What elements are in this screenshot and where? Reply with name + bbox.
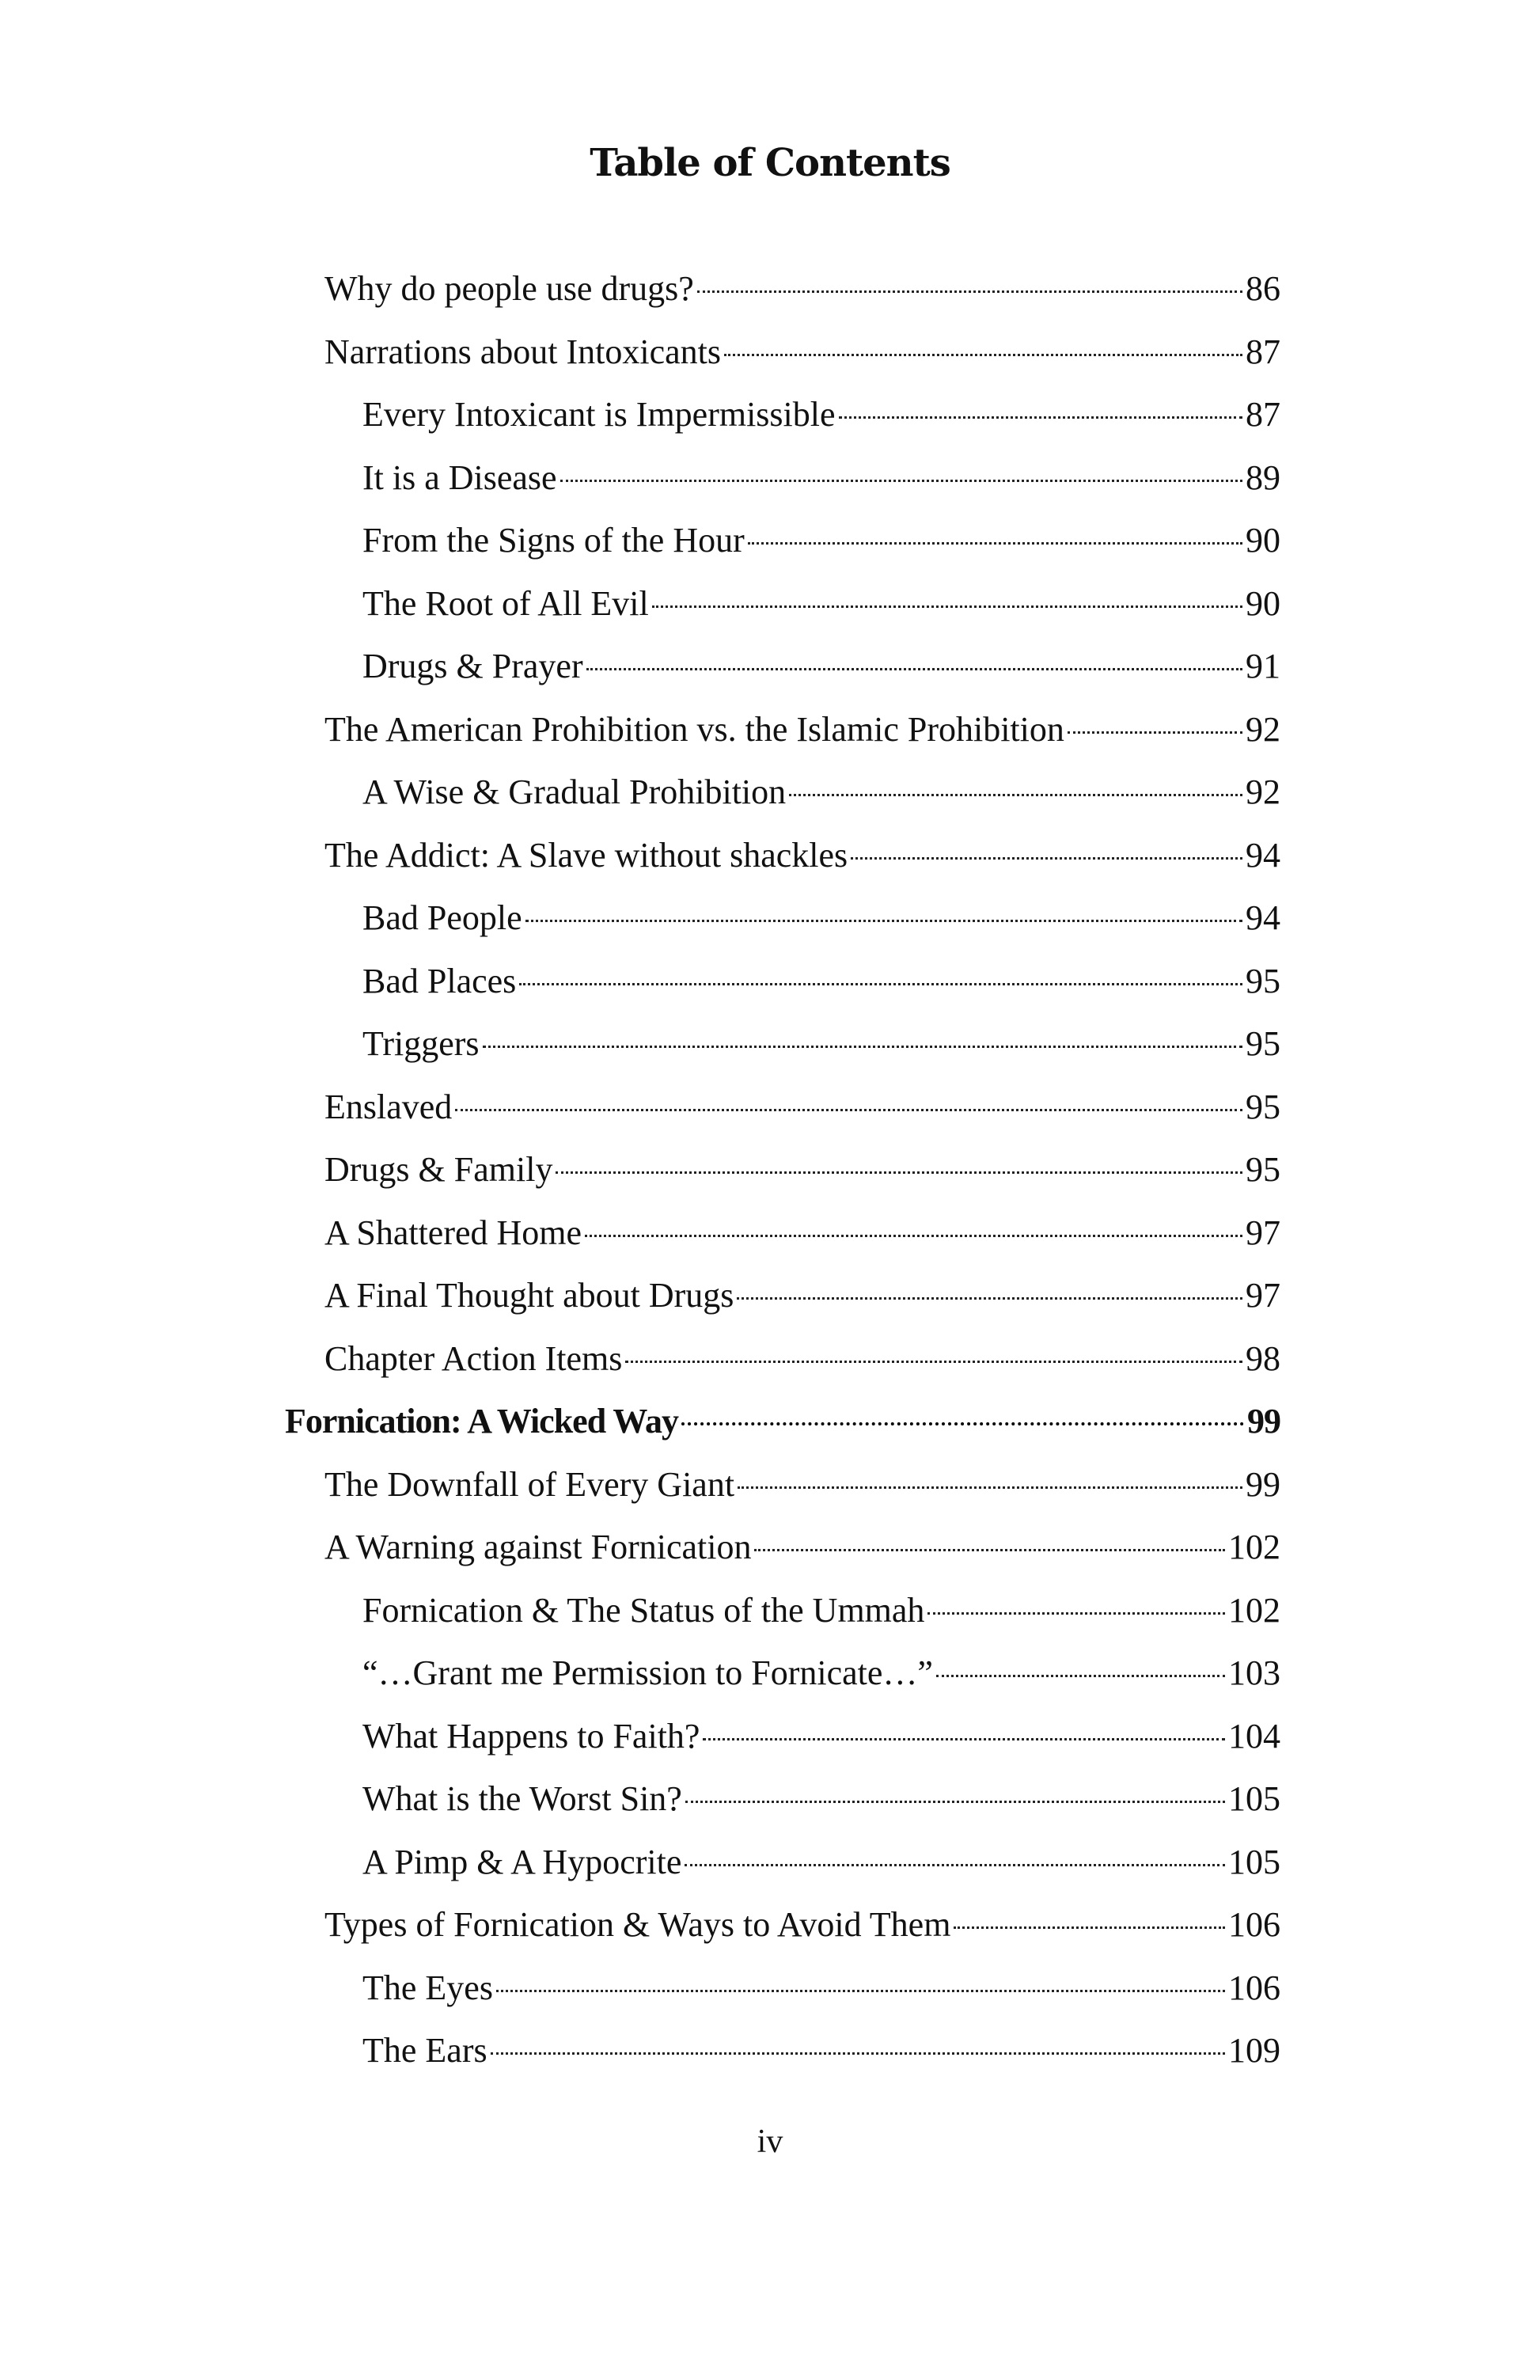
dot-leader [496,1990,1225,1992]
toc-entry[interactable] [324,265,1280,313]
toc-entry-page-number: 99 [1247,1402,1280,1441]
toc-entry-label: The Root of All Evil [362,583,649,623]
page-title: Table of Contents [590,141,950,185]
toc-entry[interactable] [324,706,1280,753]
toc-entry-label: Types of Fornication & Ways to Avoid Them [324,1905,951,1944]
dot-leader [839,416,1242,419]
toc-entry-label: From the Signs of the Hour [362,521,745,560]
toc-entry[interactable] [362,643,1280,690]
toc-entry-page-number: 87 [1246,395,1280,434]
toc-entry[interactable] [362,1713,1280,1760]
dot-leader [738,1486,1242,1489]
toc-entry-label: Triggers [362,1024,480,1063]
dot-leader [491,2052,1225,2055]
toc-entry-label: It is a Disease [362,457,557,497]
toc-entry-label: Enslaved [324,1087,453,1126]
toc-entry-label: Drugs & Family [324,1150,553,1189]
dot-leader [681,1422,1244,1425]
toc-entry-label: The Downfall of Every Giant [324,1464,735,1504]
dot-leader [737,1297,1242,1300]
dot-leader [1068,731,1242,734]
dot-leader [927,1612,1225,1615]
toc-entry[interactable] [362,769,1280,816]
toc-entry-page-number: 94 [1246,898,1280,937]
toc-entry[interactable] [362,580,1280,628]
toc-entry[interactable] [324,1272,1280,1319]
dot-leader [519,983,1242,985]
toc-entry-label: Bad People [362,898,522,937]
toc-entry-page-number: 102 [1228,1590,1280,1630]
toc-entry-page-number: 92 [1246,709,1280,749]
toc-entry[interactable] [324,328,1280,376]
dot-leader [483,1046,1242,1048]
dot-leader [560,480,1242,482]
toc-entry[interactable] [362,1020,1280,1068]
toc-entry-page-number: 97 [1246,1276,1280,1315]
toc-entry-page-number: 106 [1228,1905,1280,1944]
toc-entry-page-number: 95 [1246,961,1280,1000]
dot-leader [851,857,1242,860]
toc-entry-label: Fornication & The Status of the Ummah [362,1590,925,1630]
toc-entry-page-number: 86 [1246,269,1280,308]
toc-entry-label: Drugs & Prayer [362,647,583,685]
dot-leader [685,1864,1225,1866]
toc-entry[interactable] [362,1775,1280,1823]
toc-entry-page-number: 90 [1246,583,1280,623]
toc-chapter-entry[interactable] [285,1398,1280,1445]
toc-entry[interactable] [362,391,1280,438]
dot-leader [585,1235,1242,1237]
toc-entry-page-number: 109 [1228,2031,1280,2070]
toc-entry-page-number: 98 [1246,1338,1280,1378]
dot-leader [754,1549,1225,1551]
toc-entry-page-number: 92 [1246,772,1280,811]
toc-entry-label: What is the Worst Sin? [362,1779,682,1818]
toc-entry-page-number: 105 [1228,1842,1280,1881]
toc-entry[interactable] [324,1084,1280,1131]
toc-entry-label: A Shattered Home [324,1213,582,1252]
toc-entry[interactable] [324,832,1280,879]
toc-entry[interactable] [362,1649,1280,1697]
dot-leader [703,1738,1225,1740]
page-number: iv [757,2124,783,2160]
toc-entry-page-number: 99 [1246,1464,1280,1504]
toc-entry-label: The American Prohibition vs. the Islamic Prohibition [324,709,1064,749]
dot-leader [724,354,1242,356]
dot-leader [748,542,1242,545]
toc-entry[interactable] [362,2027,1280,2074]
toc-entry-label: The Eyes [362,1968,493,2007]
toc-entry-page-number: 106 [1228,1968,1280,2007]
toc-entry-page-number: 90 [1246,521,1280,560]
toc-entry[interactable] [362,894,1280,942]
toc-entry-page-number: 87 [1246,332,1280,371]
toc-entry-label: “…Grant me Permission to Fornicate…” [362,1653,933,1692]
toc-entry-label: Fornication: A Wicked Way [285,1402,678,1441]
dot-leader [936,1675,1225,1677]
toc-entry[interactable] [324,1146,1280,1194]
toc-entry[interactable] [362,1839,1280,1886]
dot-leader [525,920,1242,922]
toc-entry[interactable] [362,958,1280,1005]
dot-leader [652,605,1242,608]
toc-entry-label: The Addict: A Slave without shackles [324,835,848,875]
toc-entry-label: A Pimp & A Hypocrite [362,1842,682,1881]
toc-entry-page-number: 89 [1246,457,1280,497]
toc-entry[interactable] [362,1964,1280,2012]
toc-entry-label: What Happens to Faith? [362,1716,700,1756]
toc-entry-page-number: 94 [1246,835,1280,875]
toc-entry-page-number: 102 [1228,1528,1280,1566]
toc-entry-page-number: 103 [1228,1653,1280,1692]
toc-entry-page-number: 95 [1246,1087,1280,1126]
toc-entry-label: A Final Thought about Drugs [324,1276,734,1315]
toc-entry-label: A Wise & Gradual Prohibition [362,772,787,811]
dot-leader [697,290,1242,293]
toc-entry-page-number: 97 [1246,1213,1280,1252]
toc-entry[interactable] [324,1335,1280,1383]
toc-entry-page-number: 95 [1246,1024,1280,1063]
dot-leader [625,1361,1242,1363]
dot-leader [789,794,1242,796]
toc-entry[interactable] [362,1587,1280,1634]
toc-entry-label: The Ears [362,2031,487,2070]
toc-entry[interactable] [362,454,1280,502]
toc-entry-page-number: 91 [1246,647,1280,685]
toc-entry-label: A Warning against Fornication [324,1528,752,1566]
dot-leader [685,1801,1225,1803]
toc-entry-label: Bad Places [362,961,517,1000]
toc-entry-label: Chapter Action Items [324,1338,623,1378]
toc-entry-label: Narrations about Intoxicants [324,332,721,371]
toc-entry[interactable] [324,1461,1280,1509]
toc-entry[interactable] [324,1901,1280,1949]
toc-entry[interactable] [324,1209,1280,1257]
toc-entry-label: Why do people use drugs? [324,269,694,308]
toc-entry-page-number: 95 [1246,1150,1280,1189]
dot-leader [586,668,1242,670]
toc-entry-page-number: 104 [1228,1716,1280,1756]
toc-entry[interactable] [362,517,1280,564]
toc-entry-label: Every Intoxicant is Impermissible [362,395,836,434]
toc-entry-page-number: 105 [1228,1779,1280,1818]
dot-leader [455,1109,1242,1111]
dot-leader [954,1926,1225,1929]
dot-leader [556,1171,1242,1174]
toc-entry[interactable] [324,1524,1280,1571]
